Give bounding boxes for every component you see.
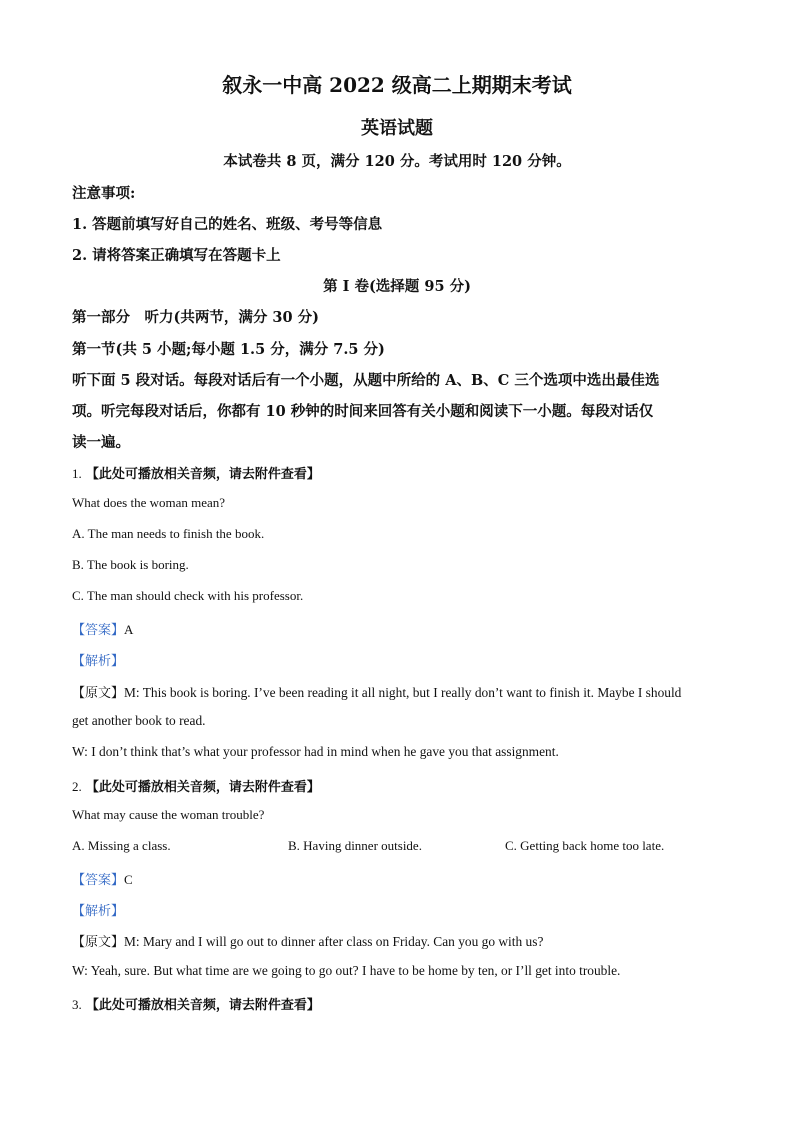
instructions-line-1: 听下面 5 段对话。每段对话后有一个小题，从题中所给的 A、B、C 三个选项中选出最佳选 [72,372,660,389]
question-2-analysis [72,900,124,919]
analysis-label: 【解析】 [72,654,125,669]
question-1-analysis [72,650,124,669]
question-number: 3. [72,997,82,1012]
question-2-option-b: B. Having dinner outside. [288,838,422,853]
question-3-header [72,994,320,1013]
question-2-option-c: C. Getting back home too late. [505,838,665,853]
exam-title: 叙永一中高 2022 级高二上期期末考试 [222,73,572,97]
answer-value: A [124,622,134,637]
audio-link[interactable]: 【此处可播放相关音频，请去附件查看】 [85,467,320,482]
audio-link[interactable]: 【此处可播放相关音频，请去附件查看】 [85,780,320,795]
question-1-option-a: A. The man needs to finish the book. [72,526,265,541]
question-1-original-line-2: get another book to read. [72,713,206,728]
instructions-line-3: 读一遍。 [72,434,130,451]
original-text: M: Mary and I will go out to dinner after class on Friday. Can you go with us? [124,934,544,949]
question-1-original-line-1 [72,682,681,701]
question-2-option-a: A. Missing a class. [72,838,171,853]
question-2-stem: What may cause the woman trouble? [72,807,265,822]
question-number: 2. [72,779,82,794]
section-heading: 第一节(共 5 小题;每小题 1.5 分，满分 7.5 分) [72,341,385,358]
notes-heading: 注意事项: [72,185,136,202]
answer-label: 【答案】 [72,623,125,638]
instructions-line-2: 项。听完每段对话后，你都有 10 秒钟的时间来回答有关小题和阅读下一小题。每段对话仅 [72,403,654,420]
original-label: 【原文】 [72,686,125,701]
question-1-answer [72,619,133,638]
exam-info: 本试卷共 8 页，满分 120 分。考试用时 120 分钟。 [223,153,571,170]
question-2-answer [72,869,133,888]
volume-heading: 第 I 卷(选择题 95 分) [323,278,471,295]
question-2-header [72,776,320,795]
question-1-option-b: B. The book is boring. [72,557,189,572]
answer-label: 【答案】 [72,873,125,888]
notes-item-1: 1. 答题前填写好自己的姓名、班级、考号等信息 [72,216,383,233]
question-1-original-line-3: W: I don’t think that’s what your professor had in mind when he gave you that assignment. [72,744,559,759]
answer-value: C [124,872,133,887]
question-1-option-c: C. The man should check with his professor. [72,588,304,603]
question-number: 1. [72,466,82,481]
notes-item-2: 2. 请将答案正确填写在答题卡上 [72,247,281,264]
question-1-header [72,463,320,482]
original-text: M: This book is boring. I’ve been reading it all night, but I really don’t want to finish it. Maybe I should [124,685,682,700]
original-label: 【原文】 [72,935,125,950]
question-2-original-line-2: W: Yeah, sure. But what time are we going to go out? I have to be home by ten, or I’ll get into trouble. [72,963,621,978]
exam-subtitle: 英语试题 [361,118,433,139]
part-heading: 第一部分 听力(共两节，满分 30 分) [72,309,319,326]
audio-link[interactable]: 【此处可播放相关音频，请去附件查看】 [85,998,320,1013]
question-2-original-line-1 [72,931,543,950]
analysis-label: 【解析】 [72,904,125,919]
question-1-stem: What does the woman mean? [72,495,226,510]
